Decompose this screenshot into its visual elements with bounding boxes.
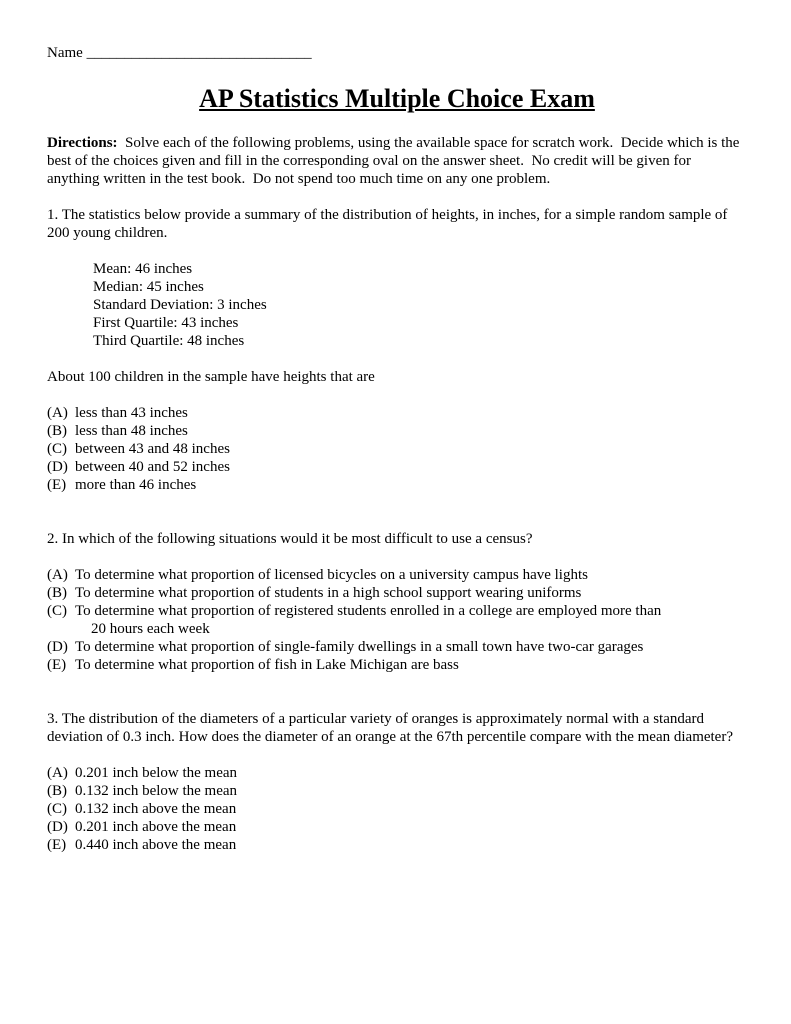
answer-choices xyxy=(47,566,747,674)
question-prompt: About 100 children in the sample have heights that are xyxy=(47,369,375,385)
choice-letter: (B) xyxy=(47,783,67,799)
choice-letter: (E) xyxy=(47,657,67,673)
directions-text: Solve each of the following problems, using the available space for scratch work. Decide which is the best of the choices given and fill in the corresponding oval on the answer sheet. No credit will be given for anything written in the test book. Do not spend too much time on any one problem. xyxy=(47,135,744,187)
choice-e xyxy=(47,836,747,854)
page-title: AP Statistics Multiple Choice Exam xyxy=(199,84,595,113)
choice-text: To determine what proportion of students in a high school support wearing uniforms xyxy=(75,585,582,601)
stat-third-quartile: Third Quartile: 48 inches xyxy=(93,333,245,349)
choice-letter: (A) xyxy=(47,765,68,781)
question-1 xyxy=(47,206,747,494)
choice-e xyxy=(47,656,747,674)
choice-letter: (C) xyxy=(47,801,67,817)
choice-letter: (E) xyxy=(47,837,67,853)
choice-letter: (A) xyxy=(47,567,68,583)
choice-b xyxy=(47,584,747,602)
choice-b xyxy=(47,782,747,800)
stat-median: Median: 45 inches xyxy=(93,279,204,295)
stat-standard-deviation: Standard Deviation: 3 inches xyxy=(93,297,267,313)
choice-d xyxy=(47,638,747,656)
choice-b xyxy=(47,422,747,440)
choice-text: To determine what proportion of single-family dwellings in a small town have two-car garages xyxy=(75,639,644,655)
choice-text: To determine what proportion of fish in Lake Michigan are bass xyxy=(75,657,459,673)
choice-c xyxy=(47,440,747,458)
choice-text: less than 43 inches xyxy=(75,405,188,421)
choice-text: more than 46 inches xyxy=(75,477,197,493)
choice-text: less than 48 inches xyxy=(75,423,188,439)
choice-a xyxy=(47,404,747,422)
stat-mean: Mean: 46 inches xyxy=(93,261,193,277)
choice-letter: (C) xyxy=(47,441,67,457)
choice-a xyxy=(47,566,747,584)
directions-label: Directions: xyxy=(47,135,118,151)
name-field[interactable]: Name ______________________________ xyxy=(47,45,312,61)
choice-a xyxy=(47,764,747,782)
choice-text: 0.201 inch above the mean xyxy=(75,819,237,835)
summary-statistics xyxy=(93,260,747,350)
choice-text-wrapper xyxy=(75,602,747,638)
exam-page xyxy=(47,44,747,854)
answer-choices xyxy=(47,404,747,494)
choice-letter: (A) xyxy=(47,405,68,421)
choice-text: between 40 and 52 inches xyxy=(75,459,230,475)
choice-letter: (E) xyxy=(47,477,67,493)
question-stem: 3. The distribution of the diameters of a particular variety of oranges is approximately normal with a standard deviation of 0.3 inch. How does the diameter of an orange at the 67th percentile compare with the mean diameter? xyxy=(47,711,733,745)
choice-letter: (D) xyxy=(47,639,68,655)
choice-c xyxy=(47,800,747,818)
choice-e xyxy=(47,476,747,494)
question-stem: 1. The statistics below provide a summary of the distribution of heights, in inches, for a simple random sample of 200 young children. xyxy=(47,207,728,241)
choice-text: 0.440 inch above the mean xyxy=(75,837,237,853)
directions xyxy=(47,134,747,188)
choice-text: 0.132 inch below the mean xyxy=(75,783,238,799)
choice-letter: (D) xyxy=(47,819,68,835)
choice-text: 0.132 inch above the mean xyxy=(75,801,237,817)
choice-text: To determine what proportion of licensed bicycles on a university campus have lights xyxy=(75,567,588,583)
choice-letter: (B) xyxy=(47,585,67,601)
choice-letter: (D) xyxy=(47,459,68,475)
choice-d xyxy=(47,818,747,836)
question-stem: 2. In which of the following situations would it be most difficult to use a census? xyxy=(47,531,533,547)
choice-d xyxy=(47,458,747,476)
stat-first-quartile: First Quartile: 43 inches xyxy=(93,315,239,331)
choice-text: between 43 and 48 inches xyxy=(75,441,230,457)
choice-text-continuation: 20 hours each week xyxy=(91,621,210,637)
question-2 xyxy=(47,530,747,674)
choice-text: 0.201 inch below the mean xyxy=(75,765,238,781)
choice-text: To determine what proportion of registered students enrolled in a college are employed more than xyxy=(75,603,662,619)
answer-choices xyxy=(47,764,747,854)
choice-c xyxy=(47,602,747,638)
choice-letter: (B) xyxy=(47,423,67,439)
question-3 xyxy=(47,710,747,854)
choice-letter: (C) xyxy=(47,603,67,619)
